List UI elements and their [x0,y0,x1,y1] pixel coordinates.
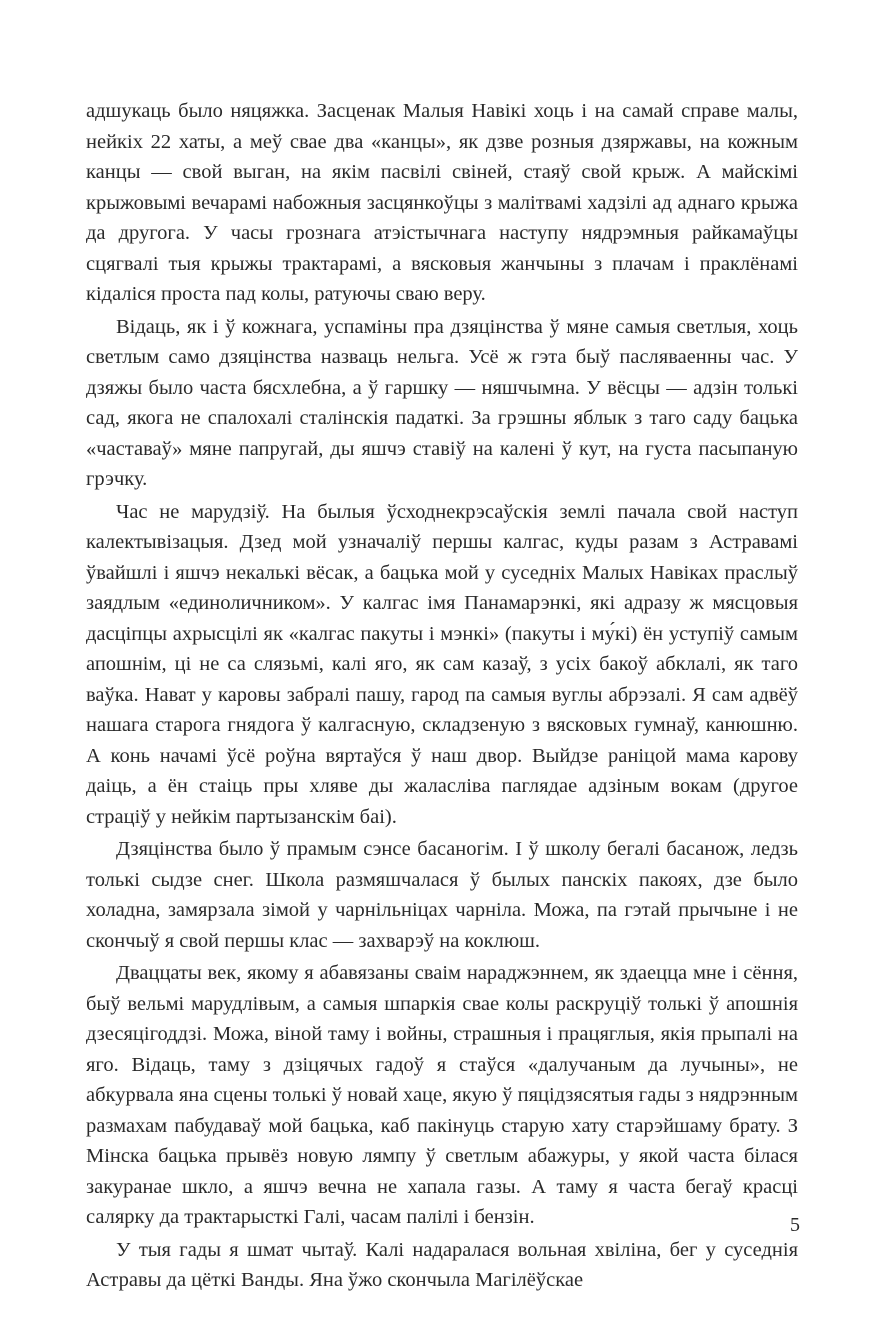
paragraph-1: адшукаць было няцяжка. Засценак Малыя Навікі хоць і на самай справе малы, нейкіх 22 хаты, а меў свае два «канцы», як дзве розныя дзяржавы, на кожным канцы — свой выган, на якім пасвілі свіней, стаяў свой крыж. А майскімі крыжовымі вечарамі набожныя засцянкоўцы з малітвамі хадзілі ад аднаго крыжа да другога. У часы грознага атэістычнага наступу нядрэмныя райкамаўцы сцягвалі тыя крыжы трактарамі, а вясковыя жанчыны з плачам і праклёнамі кідаліся проста пад колы, ратуючы сваю веру. [86,100,798,305]
page-number: 5 [790,1214,800,1236]
paragraph-4: Дзяцінства было ў прамым сэнсе басаногім. І ў школу бегалі басанож, ледзь толькі сыдзе снег. Школа размяшчалася ў былых панскіх пакоях, дзе было холадна, замярзала зімой у чарнільніцах чарніла. Можа, па гэтай прычыне і не скончыў я свой першы клас — захварэў на коклюш. [86,838,798,952]
paragraph-6: У тыя гады я шмат чытаў. Калі надаралася вольная хвіліна, бег у суседнія Астравы да цёткі Ванды. Яна ўжо скончыла Магілёўскае [86,1238,798,1291]
paragraph-5: Дваццаты век, якому я абавязаны сваім нараджэннем, як здаецца мне і сёння, быў вельмі марудлівым, а самыя шпаркія свае колы раскруціў толькі ў апошнія дзесяцігоддзі. Можа, віной таму і войны, страшныя і працяглыя, якія прыпалі на яго. Відаць, таму з дзіцячых гадоў я стаўся «далучаным да лучыны», не абкурвала яна сцены толькі ў новай хаце, якую ў пяцідзясятыя гады з нядрэнным размахам пабудаваў мой бацька, каб пакінуць старую хату старэйшаму брату. З Мінска бацька прывёз новую лямпу ў светлым абажуры, у якой часта білася закуранае шкло, а яшчэ вечна не хапала газы. А таму я часта бегаў красці салярку да трактарысткі Галі, часам палілі і бензін. [86,962,798,1228]
page-body [86,96,798,1296]
paragraph-2: Відаць, як і ў кожнага, успаміны пра дзяцінства ў мяне самыя светлыя, хоць светлым само дзяцінства назваць нельга. Усё ж гэта быў пасляваенны час. У дзяжы было часта бясхлебна, а ў гаршку — няшчымна. У вёсцы — адзін толькі сад, якога не спалохалі сталінскія падаткі. За грэшны яблык з таго саду бацька «частаваў» мяне папругай, ды яшчэ ставіў на калені ў кут, на густа пасыпаную грэчку. [86,315,798,490]
paragraph-3: Час не марудзіў. На былыя ўсходнекрэсаўскія землі пачала свой наступ калектывізацыя. Дзед мой узначаліў першы калгас, куды разам з Астравамі ўвайшлі і яшчэ некалькі вёсак, а бацька мой у суседніх Малых Навіках праслыў заядлым «единоличником». У калгас імя Панамарэнкі, які адразу ж мясцовыя дасціпцы ахрысцілі як «калгас пакуты і мэнкі» (пакуты і му́кі) ён уступіў самым апошнім, ці не са слязьмі, калі яго, як сам казаў, з усіх бакоў абклалі, як таго ваўка. Нават у каровы забралі пашу, гарод па самыя вуглы абрэзалі. Я сам адвёў нашага старога гнядога ў калгасную, складзеную з вясковых гумнаў, канюшню. А конь начамі ўсё роўна вяртаўся ў наш двор. Выйдзе раніцой мама карову даіць, а ён стаіць пры хляве ды жаласліва паглядае адзіным вокам (другое страціў у нейкім партызанскім баі). [86,500,798,828]
